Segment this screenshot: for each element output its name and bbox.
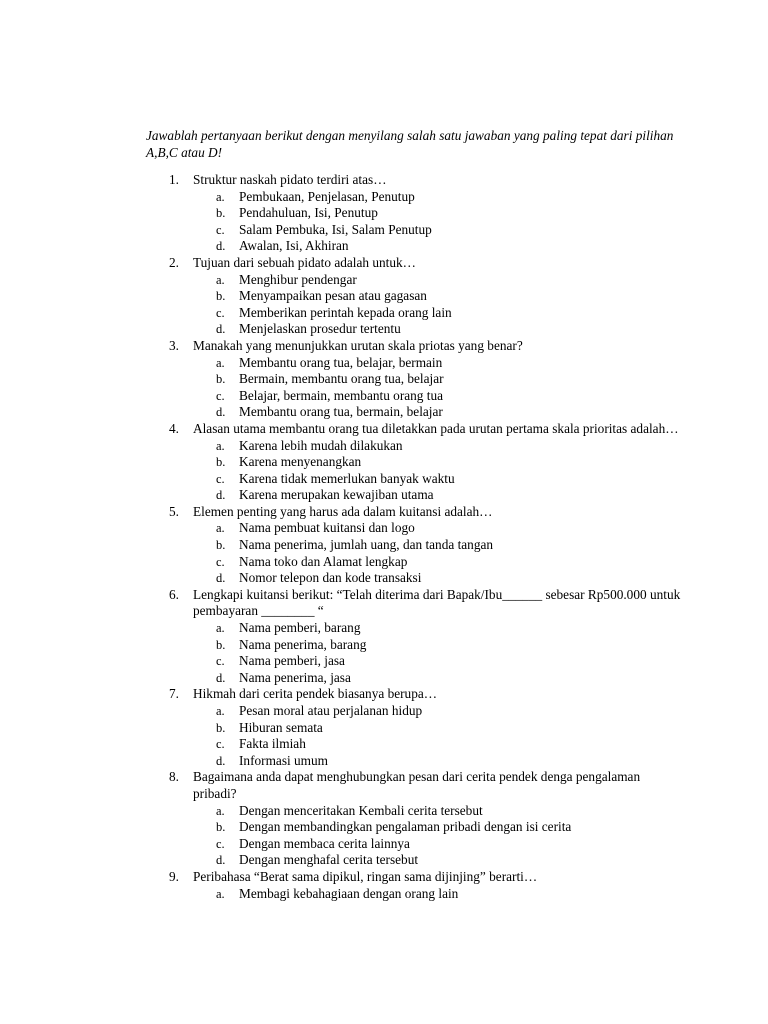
option-item: [146, 238, 686, 255]
question-number: 1.: [169, 172, 179, 187]
option-letter: c.: [216, 836, 225, 851]
option-text: Menghibur pendengar: [239, 271, 357, 287]
option-letter: a.: [216, 704, 225, 718]
option-text: Salam Pembuka, Isi, Salam Penutup: [239, 221, 432, 237]
option-item: [146, 487, 686, 504]
option-letter: d.: [216, 753, 226, 768]
question-item: [146, 255, 686, 338]
question-text: Bagaimana anda dapat menghubungkan pesan dari cerita pendek denga pengalaman pribadi?: [193, 769, 641, 801]
option-text: Pendahuluan, Isi, Penutup: [239, 205, 378, 221]
option-item: [146, 819, 686, 836]
instruction-text: Jawablah pertanyaan berikut dengan menyilang salah satu jawaban yang paling tepat dari pilihan A,B,C atau D!: [146, 128, 674, 160]
option-letter: c.: [216, 554, 225, 569]
option-letter: c.: [216, 737, 225, 752]
option-item: [146, 703, 686, 720]
option-letter: b.: [216, 637, 226, 652]
option-list: [193, 703, 686, 769]
option-list: [193, 355, 686, 421]
option-letter: c.: [216, 388, 225, 403]
option-text: Dengan menceritakan Kembali cerita tersebut: [239, 802, 483, 818]
option-text: Karena lebih mudah dilakukan: [239, 437, 403, 453]
option-text: Dengan membaca cerita lainnya: [239, 835, 410, 851]
option-text: Nama pembuat kuitansi dan logo: [239, 520, 415, 536]
option-item: [146, 670, 686, 687]
option-letter: a.: [216, 886, 225, 901]
option-text: Awalan, Isi, Akhiran: [239, 238, 349, 254]
option-letter: d.: [216, 405, 226, 420]
option-text: Belajar, bermain, membantu orang tua: [239, 387, 444, 403]
question-number: 3.: [169, 337, 179, 353]
option-letter: a.: [216, 189, 225, 204]
option-list: [193, 620, 686, 686]
option-text: Memberikan perintah kepada orang lain: [239, 304, 452, 320]
option-letter: c.: [216, 222, 225, 237]
option-letter: c.: [216, 654, 225, 669]
question-text: Lengkapi kuitansi berikut: “Telah diterima dari Bapak/Ibu______ sebesar Rp500.000 untuk pembayaran ________ “: [193, 586, 681, 619]
option-item: [146, 753, 686, 770]
option-text: Karena menyenangkan: [239, 454, 362, 470]
option-list: [193, 438, 686, 504]
option-item: [146, 720, 686, 737]
option-item: [146, 471, 686, 488]
option-letter: a.: [216, 521, 225, 536]
option-letter: b.: [216, 720, 226, 735]
option-item: [146, 222, 686, 239]
question-text: Struktur naskah pidato terdiri atas…: [193, 172, 387, 187]
option-item: [146, 520, 686, 537]
question-number: 6.: [169, 586, 179, 602]
option-item: [146, 836, 686, 853]
option-letter: d.: [216, 853, 226, 868]
question-item: [146, 869, 686, 902]
option-letter: a.: [216, 438, 225, 453]
option-list: [193, 520, 686, 586]
option-text: Menyampaikan pesan atau gagasan: [239, 288, 427, 304]
option-item: [146, 637, 686, 654]
question-text: Tujuan dari sebuah pidato adalah untuk…: [193, 254, 416, 270]
option-list: [193, 272, 686, 338]
option-text: Nama toko dan Alamat lengkap: [239, 553, 408, 569]
option-text: Menjelaskan prosedur tertentu: [239, 321, 401, 337]
option-text: Membantu orang tua, belajar, bermain: [239, 354, 443, 370]
option-text: Pesan moral atau perjalanan hidup: [239, 703, 423, 718]
option-letter: a.: [216, 621, 225, 636]
option-text: Pembukaan, Penjelasan, Penutup: [239, 188, 415, 204]
option-item: [146, 288, 686, 305]
option-list: [193, 886, 686, 903]
question-number: 4.: [169, 420, 179, 436]
option-text: Membantu orang tua, bermain, belajar: [239, 404, 443, 420]
option-letter: d.: [216, 488, 226, 503]
option-item: [146, 886, 686, 903]
option-item: [146, 305, 686, 322]
option-item: [146, 537, 686, 554]
option-item: [146, 438, 686, 455]
option-text: Nama pemberi, barang: [239, 620, 361, 636]
option-letter: d.: [216, 239, 226, 254]
option-letter: b.: [216, 372, 226, 387]
option-letter: b.: [216, 455, 226, 470]
option-text: Informasi umum: [239, 752, 329, 768]
question-item: [146, 172, 686, 255]
option-item: [146, 653, 686, 670]
option-item: [146, 321, 686, 338]
option-item: [146, 454, 686, 471]
option-letter: a.: [216, 355, 225, 370]
question-item: [146, 587, 686, 687]
question-number: 8.: [169, 769, 179, 785]
option-letter: a.: [216, 272, 225, 287]
option-list: [193, 803, 686, 869]
option-item: [146, 570, 686, 587]
option-item: [146, 388, 686, 405]
option-letter: d.: [216, 670, 226, 685]
question-item: [146, 338, 686, 421]
option-text: Membagi kebahagiaan dengan orang lain: [239, 885, 459, 901]
option-letter: b.: [216, 820, 226, 835]
question-item: [146, 769, 686, 869]
question-number: 9.: [169, 868, 179, 884]
option-text: Nama penerima, jumlah uang, dan tanda tangan: [239, 537, 494, 553]
option-text: Nama penerima, jasa: [239, 669, 351, 685]
option-text: Bermain, membantu orang tua, belajar: [239, 371, 444, 387]
option-text: Hiburan semata: [239, 719, 323, 735]
option-item: [146, 852, 686, 869]
question-number: 5.: [169, 503, 179, 519]
question-number: 7.: [169, 686, 179, 702]
option-item: [146, 620, 686, 637]
option-item: [146, 554, 686, 571]
question-text: Alasan utama membantu orang tua diletakkan pada urutan pertama skala prioritas adalah…: [193, 420, 679, 436]
question-item: [146, 421, 686, 504]
question-text: Hikmah dari cerita pendek biasanya berupa…: [193, 686, 438, 702]
option-text: Dengan membandingkan pengalaman pribadi dengan isi cerita: [239, 819, 572, 835]
option-text: Nama pemberi, jasa: [239, 653, 345, 669]
option-text: Nomor telepon dan kode transaksi: [239, 570, 422, 586]
option-item: [146, 189, 686, 206]
question-number: 2.: [169, 254, 179, 270]
option-item: [146, 803, 686, 820]
option-letter: d.: [216, 322, 226, 337]
option-text: Karena tidak memerlukan banyak waktu: [239, 470, 455, 486]
option-letter: b.: [216, 538, 226, 553]
option-list: [193, 189, 686, 255]
question-text: Manakah yang menunjukkan urutan skala priotas yang benar?: [193, 337, 523, 353]
option-item: [146, 205, 686, 222]
option-letter: b.: [216, 206, 226, 221]
option-text: Fakta ilmiah: [239, 736, 306, 752]
option-text: Karena merupakan kewajiban utama: [239, 487, 434, 503]
option-item: [146, 404, 686, 421]
question-item: [146, 686, 686, 769]
question-text: Elemen penting yang harus ada dalam kuitansi adalah…: [193, 503, 493, 519]
option-letter: b.: [216, 289, 226, 304]
option-letter: a.: [216, 803, 225, 818]
question-list: [146, 172, 686, 902]
option-letter: c.: [216, 305, 225, 320]
option-item: [146, 355, 686, 372]
option-item: [146, 736, 686, 753]
question-text: Peribahasa “Berat sama dipikul, ringan sama dijinjing” berarti…: [193, 868, 538, 884]
option-item: [146, 272, 686, 289]
option-text: Nama penerima, barang: [239, 636, 367, 652]
option-letter: d.: [216, 571, 226, 586]
question-item: [146, 504, 686, 587]
option-item: [146, 371, 686, 388]
option-text: Dengan menghafal cerita tersebut: [239, 852, 419, 868]
option-letter: c.: [216, 471, 225, 486]
